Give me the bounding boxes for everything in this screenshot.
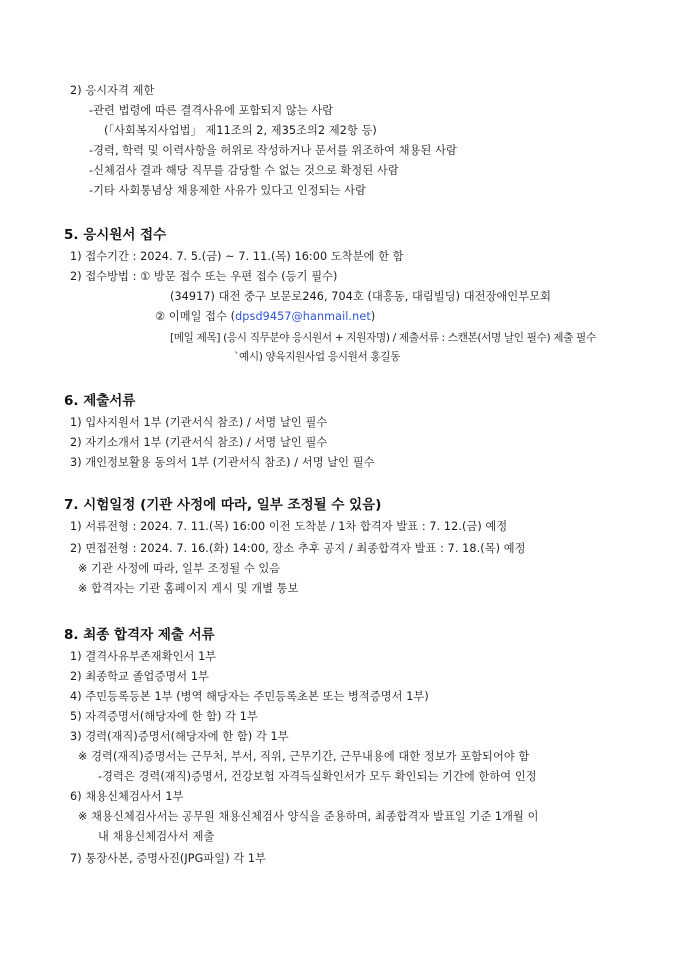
- section-heading-documents: 6. 제출서류: [64, 393, 136, 409]
- final-document-item: 1) 결격사유부존재확인서 1부: [70, 650, 217, 663]
- section-heading-final-documents: 8. 최종 합격자 제출 서류: [64, 627, 215, 643]
- email-subject-example: `예시) 양육지원사업 응시원서 홍길동: [234, 351, 401, 363]
- schedule-item: 1) 서류전형 : 2024. 7. 11.(목) 16:00 이전 도착분 / 1차 합격자 발표 : 7. 12.(금) 예정: [70, 520, 508, 533]
- restriction-item: -경력, 학력 및 이력사항을 허위로 작성하거나 문서를 위조하여 채용된 사람: [89, 144, 457, 157]
- email-application-label: ② 이메일 접수 (: [155, 310, 236, 323]
- final-document-note: ※ 경력(재직)증명서는 근무처, 부서, 직위, 근무기간, 근무내용에 대한 정보가 포함되어야 함: [78, 750, 530, 763]
- final-document-item: 3) 경력(재직)증명서(해당자에 한 함) 각 1부: [70, 730, 289, 743]
- application-method: 2) 접수방법 : ① 방문 접수 또는 우편 접수 (등기 필수): [70, 270, 338, 283]
- final-document-note: 내 채용신체검사서 제출: [98, 830, 215, 843]
- final-document-item: 4) 주민등록등본 1부 (병역 해당자는 주민등록초본 또는 병적증명서 1부): [70, 690, 429, 703]
- schedule-note: ※ 합격자는 기관 홈페이지 게시 및 개별 통보: [78, 582, 299, 595]
- mailing-address: (34917) 대전 중구 보문로246, 704호 (대흥동, 대림빌딩) 대전장애인부모회: [170, 290, 552, 303]
- email-address-link[interactable]: dpsd9457@hanmail.net: [235, 310, 371, 323]
- restriction-item: -관련 법령에 따른 결격사유에 포함되지 않는 사람: [89, 104, 334, 117]
- final-document-item: 6) 채용신체검사서 1부: [70, 790, 184, 803]
- application-period: 1) 접수기간 : 2024. 7. 5.(금) ~ 7. 11.(목) 16:00 도착분에 한 함: [70, 250, 404, 263]
- final-document-item: 2) 최종학교 졸업증명서 1부: [70, 670, 209, 683]
- document-item: 1) 입사지원서 1부 (기관서식 참조) / 서명 날인 필수: [70, 416, 328, 429]
- document-item: 2) 자기소개서 1부 (기관서식 참조) / 서명 날인 필수: [70, 436, 328, 449]
- section-heading-application: 5. 응시원서 접수: [64, 227, 167, 243]
- email-application-close: ): [370, 310, 376, 323]
- email-application: [155, 310, 375, 324]
- final-document-note: -경력은 경력(재직)증명서, 건강보험 자격득실확인서가 모두 확인되는 기간에 한하여 인정: [98, 770, 537, 783]
- qualification-restriction-heading: 2) 응시자격 제한: [70, 84, 155, 97]
- restriction-item: (「사회복지사업법」 제11조의 2, 제35조의2 제2항 등): [104, 124, 377, 137]
- restriction-item: -신체검사 결과 해당 직무를 감당할 수 없는 것으로 확정된 사람: [89, 164, 399, 177]
- schedule-note: ※ 기관 사정에 따라, 일부 조정될 수 있음: [78, 562, 281, 575]
- email-subject-instruction: [메일 제목] (응시 직무분야 응시원서 + 지원자명) / 제출서류 : 스캔본(서명 날인 필수) 제출 필수: [170, 332, 596, 344]
- document-item: 3) 개인정보활용 동의서 1부 (기관서식 참조) / 서명 날인 필수: [70, 456, 375, 469]
- restriction-item: -기타 사회통념상 채용제한 사유가 있다고 인정되는 사람: [89, 184, 366, 197]
- section-heading-schedule: 7. 시험일정 (기관 사정에 따라, 일부 조정될 수 있음): [64, 497, 382, 513]
- schedule-item: 2) 면접전형 : 2024. 7. 16.(화) 14:00, 장소 추후 공지 / 최종합격자 발표 : 7. 18.(목) 예정: [70, 542, 526, 555]
- final-document-item: 5) 자격증명서(해당자에 한 함) 각 1부: [70, 710, 258, 723]
- final-document-item: 7) 통장사본, 증명사진(JPG파일) 각 1부: [70, 852, 267, 865]
- final-document-note: ※ 채용신체검사서는 공무원 채용신체검사 양식을 준용하며, 최종합격자 발표일 기준 1개월 이: [78, 810, 539, 823]
